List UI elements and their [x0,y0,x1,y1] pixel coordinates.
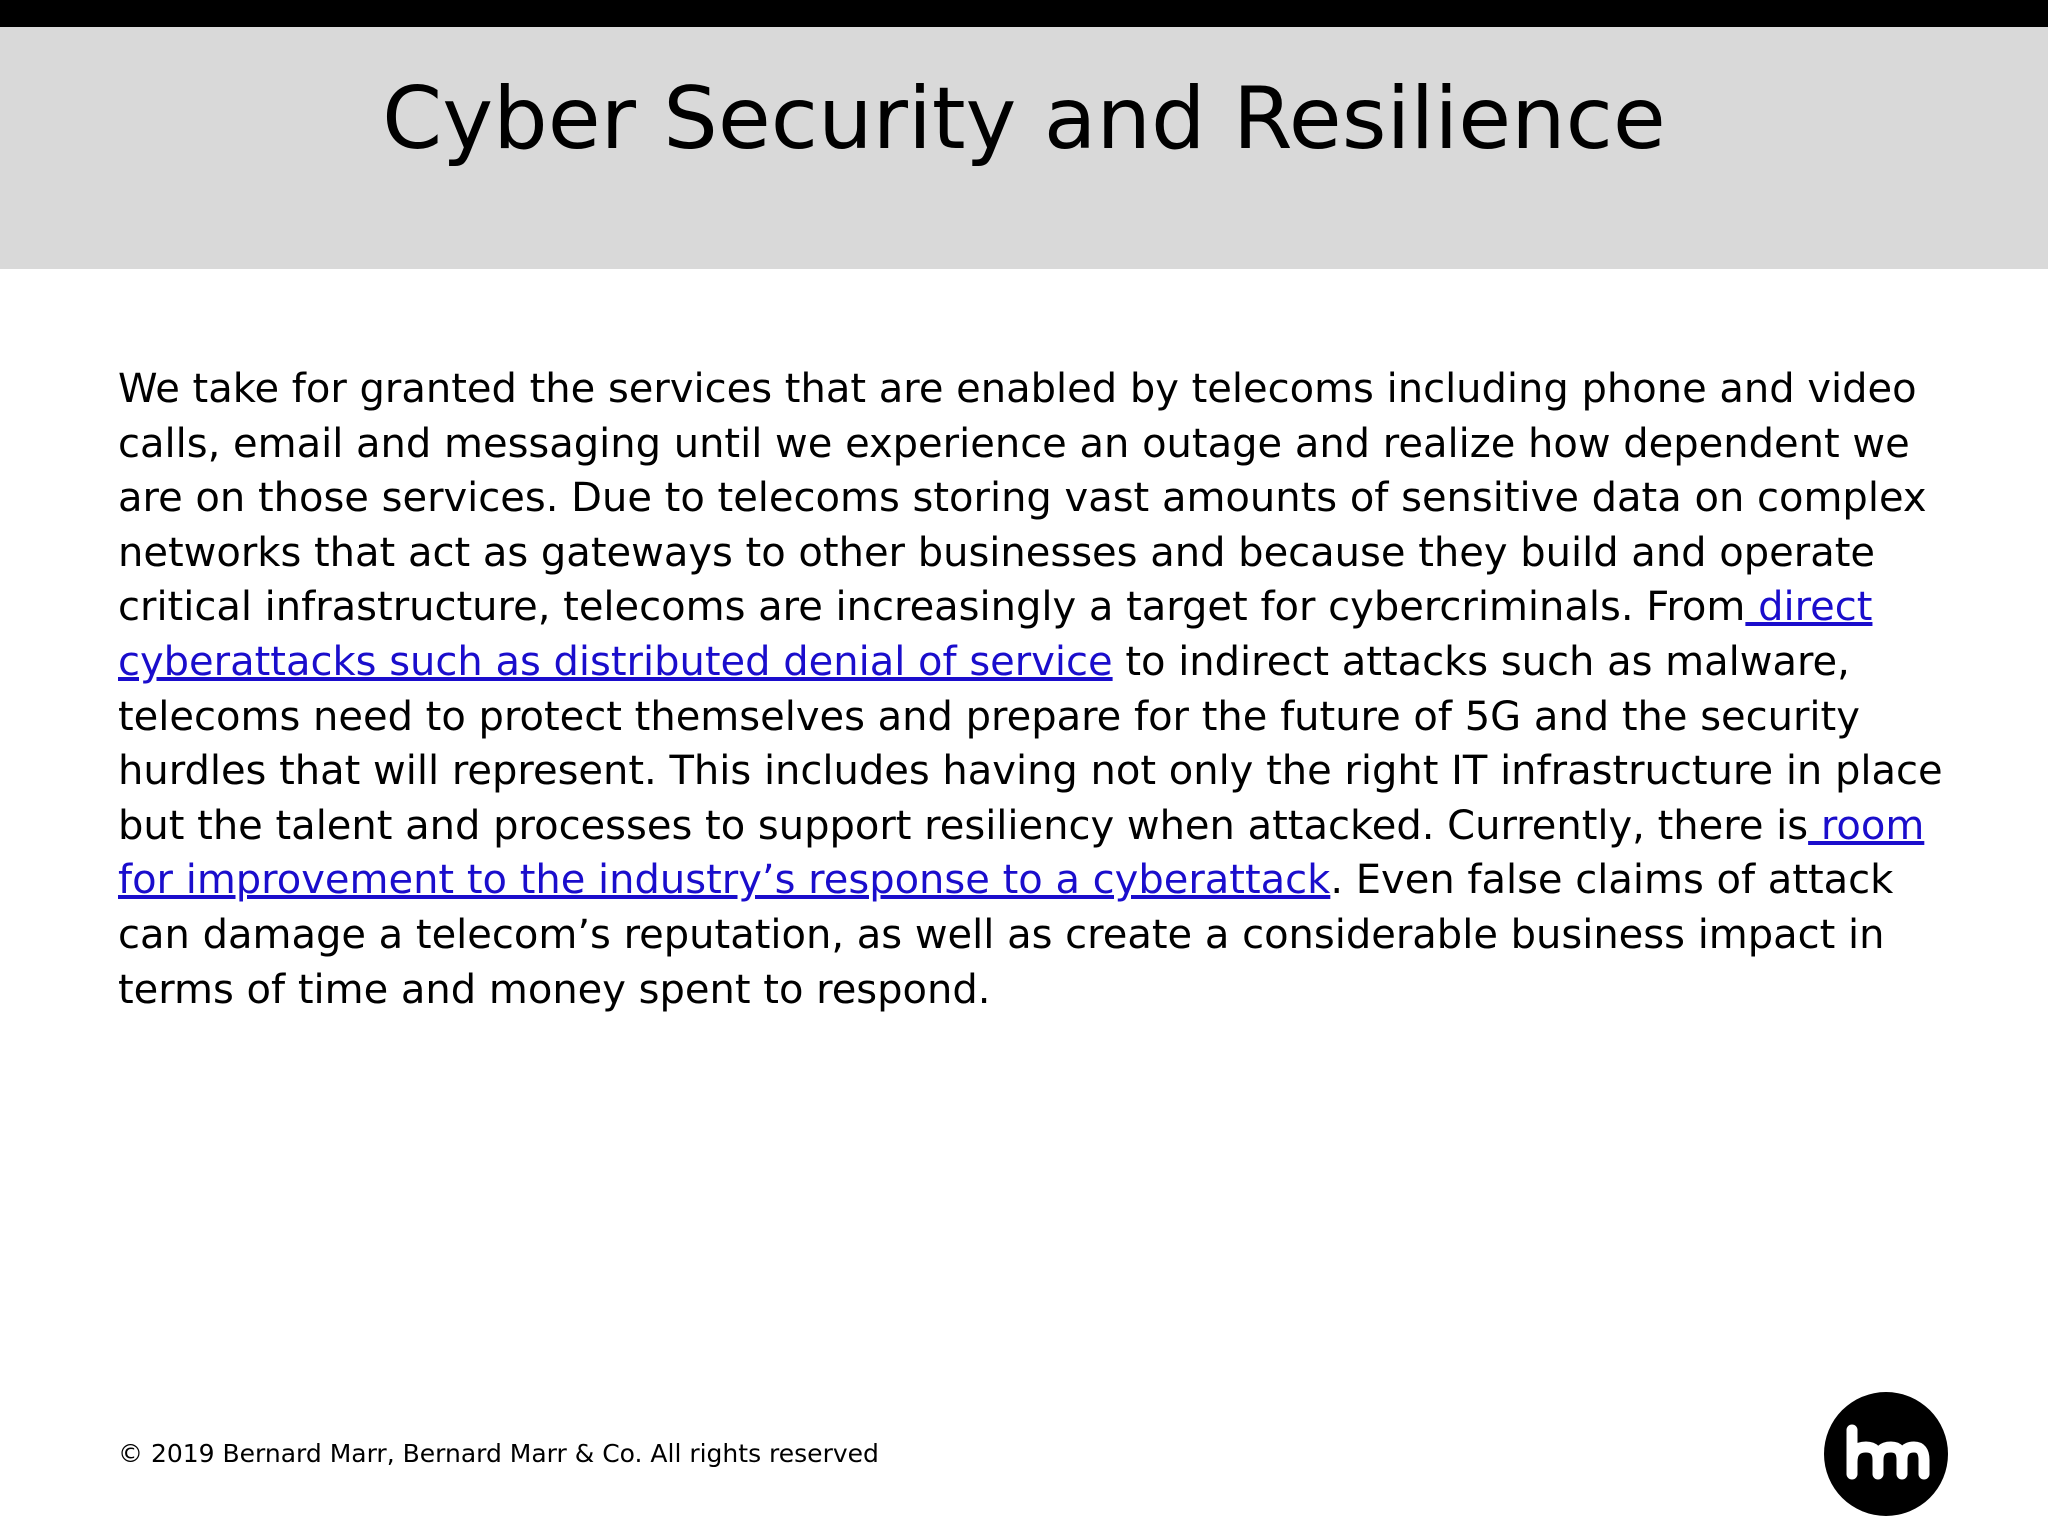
body-paragraph [118,362,1958,1017]
bm-logo-icon [1824,1392,1948,1516]
body-text-part-2: to indirect attacks such as malware, telecoms need to protect themselves and prepare for the future of 5G and the security hurdles that will represent. This includes having not only the right IT infrastructure in place but the talent and processes to support resiliency when attacked. Currently, there is [118,638,1943,849]
cyberattack-response-link[interactable]: room for improvement to the industry’s response to a cyberattack [118,802,1925,904]
body-text-part-3: . Even false claims of attack can damage a telecom’s reputation, as well as create a considerable business impact in terms of time and money spent to respond. [118,857,1894,1013]
ddos-article-link[interactable]: direct cyberattacks such as distributed denial of service [118,584,1873,685]
top-bar [0,0,2048,27]
bm-logo-glyph [1824,1392,1948,1516]
copyright-notice: © 2019 Bernard Marr, Bernard Marr & Co. All rights reserved [118,1439,879,1468]
body-text-part-1: We take for granted the services that are enabled by telecoms including phone and video calls, email and messaging until we experience an outage and realize how dependent we are on those services. Due to telecoms storing vast amounts of sensitive data on complex networks that act as gateways to other businesses and because they build and operate critical infrastructure, telecoms are increasingly a target for cybercriminals. From [118,366,1927,631]
slide-title: Cyber Security and Resilience [382,69,1666,169]
